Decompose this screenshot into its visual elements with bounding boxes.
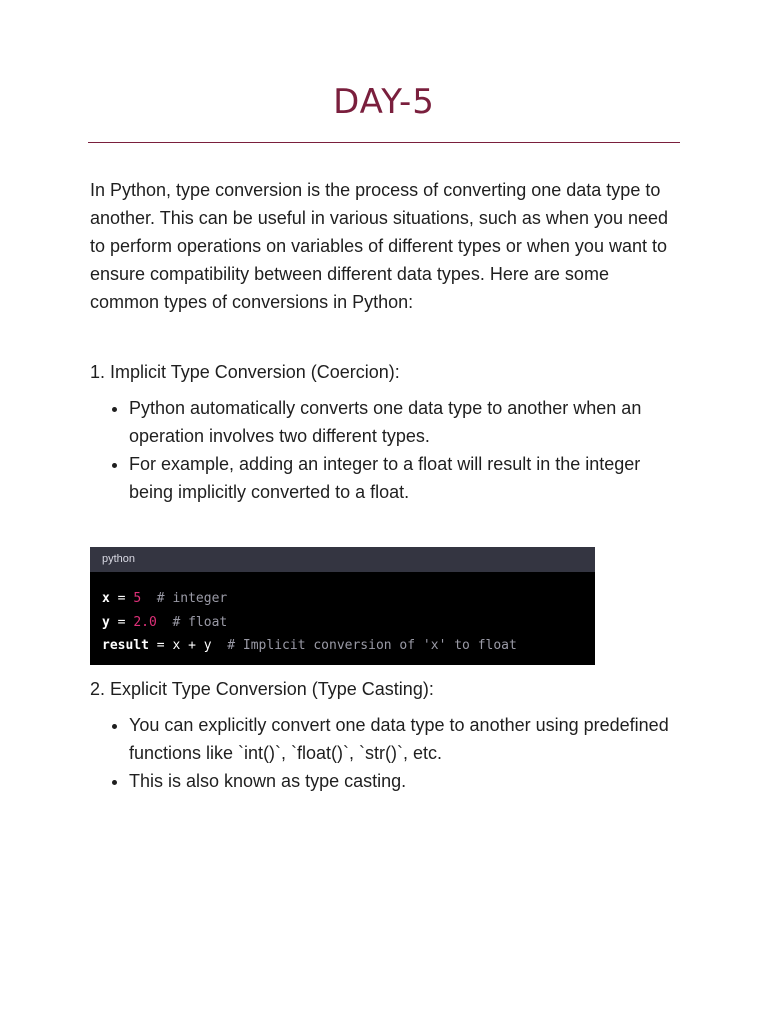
code-line <box>102 611 595 635</box>
code-operator: = x + y <box>148 638 212 653</box>
list-item: • This is also known as type casting. <box>129 767 680 795</box>
bullet-list-implicit <box>90 394 680 506</box>
code-operator: = <box>109 614 134 630</box>
bullet-list-explicit <box>90 711 680 795</box>
code-comment: # float <box>172 614 228 630</box>
code-variable: result <box>102 638 149 653</box>
list-item: • Python automatically converts one data type to another when an operation involves two different types. <box>129 394 680 450</box>
code-line <box>102 587 595 611</box>
code-comment: # integer <box>156 591 228 606</box>
code-line <box>102 634 595 658</box>
code-number: 2.0 <box>133 614 157 630</box>
list-item: • You can explicitly convert one data type to another using predefined functions like `int()`, `float()`, `str()`, etc. <box>129 711 680 767</box>
section-heading-explicit: 2. Explicit Type Conversion (Type Casting): <box>90 679 434 699</box>
code-spacing <box>212 638 228 653</box>
code-spacing <box>157 615 173 630</box>
code-operator: = <box>109 591 134 606</box>
list-item: • For example, adding an integer to a float will result in the integer being implicitly converted to a float. <box>129 450 680 506</box>
code-block <box>90 547 595 665</box>
section-heading-implicit: 1. Implicit Type Conversion (Coercion): <box>90 362 400 382</box>
code-variable: x <box>102 591 110 606</box>
intro-paragraph: In Python, type conversion is the process of converting one data type to another. This can be useful in various situations, such as when you need to perform operations on variables of different types or when you want to ensure compatibility between different data types. Here are some common types of conversions in Python: <box>90 180 669 312</box>
code-spacing <box>141 591 157 606</box>
code-number: 5 <box>133 591 142 606</box>
title-divider <box>88 142 680 143</box>
code-variable: y <box>102 614 110 630</box>
code-body <box>90 572 595 658</box>
code-language-label: python <box>90 547 595 572</box>
page-title: DAY-5 <box>333 82 435 122</box>
code-comment: # Implicit conversion of 'x' to float <box>227 638 517 653</box>
